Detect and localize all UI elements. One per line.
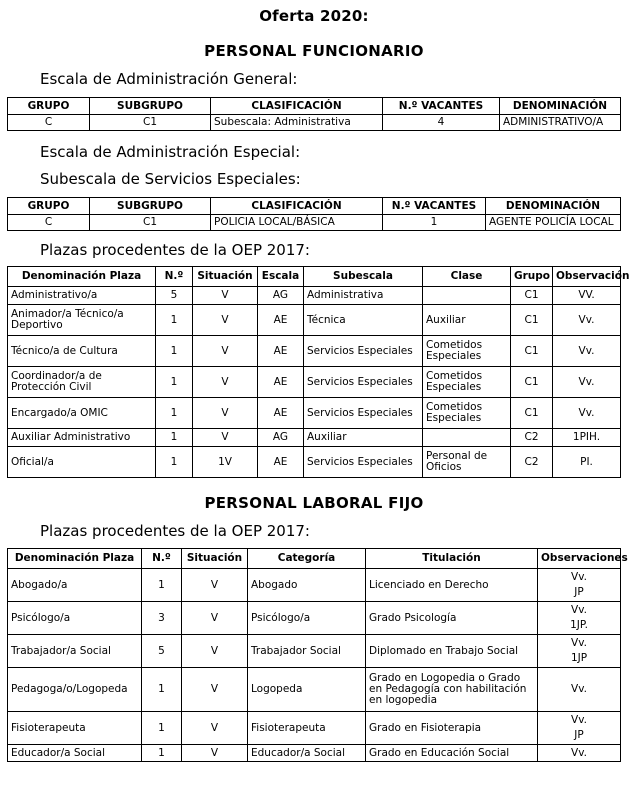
cell-observacion: Vv.: [553, 305, 621, 336]
cell-subescala: Técnica: [304, 305, 423, 336]
cell-titulacion: Licenciado en Derecho: [366, 569, 538, 602]
cell-categoria: Fisioterapeuta: [248, 712, 366, 745]
cell-grupo: C: [8, 215, 90, 231]
cell-denominacion-plaza: Técnico/a de Cultura: [8, 336, 156, 367]
table-row: [8, 367, 621, 398]
cell-categoria: Psicólogo/a: [248, 602, 366, 635]
cell-subescala: Servicios Especiales: [304, 336, 423, 367]
table-row: [8, 429, 621, 447]
cell-situacion: V: [193, 336, 258, 367]
cell-situacion: V: [182, 602, 248, 635]
cell-clase: Personal de Oficios: [423, 447, 511, 478]
cell-situacion: 1V: [193, 447, 258, 478]
col-header-grupo: Grupo: [511, 267, 553, 287]
cell-denominacion-plaza: Educador/a Social: [8, 745, 142, 762]
cell-grupo: C1: [511, 398, 553, 429]
table-row: [8, 398, 621, 429]
observacion-line: Vv.: [571, 604, 587, 616]
page-title: Oferta 2020:: [259, 7, 369, 25]
cell-subescala: Auxiliar: [304, 429, 423, 447]
table-row: [8, 602, 621, 635]
table-row: [8, 712, 621, 745]
cell-subgrupo: C1: [90, 215, 211, 231]
cell-numero: 5: [156, 287, 193, 305]
cell-denominacion: AGENTE POLICÍA LOCAL: [486, 215, 621, 231]
col-header-grupo: GRUPO: [8, 98, 90, 115]
cell-categoria: Logopeda: [248, 668, 366, 712]
col-header-situacion: Situación: [182, 549, 248, 569]
col-header-vacantes: N.º VACANTES: [383, 98, 500, 115]
cell-situacion: V: [193, 429, 258, 447]
col-header-denominacion: DENOMINACIÓN: [486, 198, 621, 215]
col-header-titulacion: Titulación: [366, 549, 538, 569]
cell-situacion: V: [193, 398, 258, 429]
cell-denominacion-plaza: Administrativo/a: [8, 287, 156, 305]
cell-grupo: C1: [511, 287, 553, 305]
table-oep-laboral: [7, 548, 628, 762]
cell-categoria: Abogado: [248, 569, 366, 602]
cell-escala: AG: [258, 429, 304, 447]
table-escala-general: [7, 97, 621, 131]
observacion-line: 1JP.: [570, 619, 588, 631]
col-header-observaciones: Observaciones: [538, 549, 621, 569]
cell-titulacion: Grado en Logopedia o Grado en Pedagogía con habilitación en logopedia: [366, 668, 538, 712]
cell-numero: 1: [142, 668, 182, 712]
cell-categoria: Trabajador Social: [248, 635, 366, 668]
cell-denominacion-plaza: Encargado/a OMIC: [8, 398, 156, 429]
observacion-line: Vv.: [571, 714, 587, 726]
cell-numero: 1: [156, 367, 193, 398]
cell-grupo: C1: [511, 305, 553, 336]
table-row: [8, 336, 621, 367]
cell-observacion: Vv.: [553, 398, 621, 429]
cell-numero: 1: [156, 336, 193, 367]
cell-denominacion: ADMINISTRATIVO/A: [500, 115, 621, 131]
cell-escala: AE: [258, 305, 304, 336]
table-escala-especial: [7, 197, 621, 231]
cell-denominacion-plaza: Auxiliar Administrativo: [8, 429, 156, 447]
cell-observaciones: [538, 602, 621, 635]
col-header-categoria: Categoría: [248, 549, 366, 569]
table-row: [8, 635, 621, 668]
subescala-heading: Subescala de Servicios Especiales:: [40, 170, 301, 188]
cell-situacion: V: [182, 569, 248, 602]
table-row: [8, 745, 621, 762]
observacion-line: JP: [574, 586, 584, 598]
cell-numero: 1: [142, 569, 182, 602]
col-header-situacion: Situación: [193, 267, 258, 287]
table-row: [8, 668, 621, 712]
cell-titulacion: Grado en Fisioterapia: [366, 712, 538, 745]
table-row: [8, 569, 621, 602]
observacion-line: 1JP: [570, 652, 588, 664]
cell-observacion: VV.: [553, 287, 621, 305]
cell-numero: 1: [142, 712, 182, 745]
table-row: [8, 115, 621, 131]
cell-observaciones: [538, 712, 621, 745]
cell-numero: 1: [156, 429, 193, 447]
cell-subescala: Servicios Especiales: [304, 367, 423, 398]
cell-escala: AE: [258, 447, 304, 478]
cell-clasificacion: Subescala: Administrativa: [211, 115, 383, 131]
cell-observaciones: [538, 569, 621, 602]
cell-grupo: C1: [511, 336, 553, 367]
cell-denominacion-plaza: Fisioterapeuta: [8, 712, 142, 745]
col-header-subgrupo: SUBGRUPO: [90, 98, 211, 115]
section-heading-funcionario: PERSONAL FUNCIONARIO: [204, 42, 424, 60]
cell-numero: 3: [142, 602, 182, 635]
col-header-clasificacion: CLASIFICACIÓN: [211, 198, 383, 215]
cell-denominacion-plaza: Pedagoga/o/Logopeda: [8, 668, 142, 712]
col-header-observacion: Observación: [553, 267, 621, 287]
cell-observaciones: [538, 745, 621, 762]
cell-escala: AE: [258, 336, 304, 367]
oep-heading-funcionario: Plazas procedentes de la OEP 2017:: [40, 241, 310, 259]
cell-escala: AE: [258, 367, 304, 398]
cell-categoria: Educador/a Social: [248, 745, 366, 762]
observacion-line: Vv.: [571, 571, 587, 583]
cell-situacion: V: [193, 305, 258, 336]
col-header-numero: N.º: [142, 549, 182, 569]
oep-heading-laboral: Plazas procedentes de la OEP 2017:: [40, 522, 310, 540]
col-header-denominacion: DENOMINACIÓN: [500, 98, 621, 115]
cell-grupo: C1: [511, 367, 553, 398]
cell-observacion: PI.: [553, 447, 621, 478]
cell-situacion: V: [182, 745, 248, 762]
cell-escala: AE: [258, 398, 304, 429]
cell-subescala: Servicios Especiales: [304, 447, 423, 478]
escala-general-heading: Escala de Administración General:: [40, 70, 298, 88]
table-oep-funcionario: [7, 266, 630, 478]
col-header-denominacion-plaza: Denominación Plaza: [8, 549, 142, 569]
cell-numero: 1: [156, 447, 193, 478]
cell-grupo: C: [8, 115, 90, 131]
cell-titulacion: Grado en Educación Social: [366, 745, 538, 762]
cell-situacion: V: [182, 712, 248, 745]
cell-grupo: C2: [511, 447, 553, 478]
cell-numero: 1: [156, 305, 193, 336]
cell-clase: Cometidos Especiales: [423, 398, 511, 429]
observacion-line: JP: [574, 729, 584, 741]
observacion-line: Vv.: [571, 683, 587, 695]
col-header-escala: Escala: [258, 267, 304, 287]
cell-clase: [423, 287, 511, 305]
table-row: [8, 447, 621, 478]
cell-numero: 5: [142, 635, 182, 668]
cell-titulacion: Grado Psicología: [366, 602, 538, 635]
col-header-grupo: GRUPO: [8, 198, 90, 215]
cell-observaciones: [538, 635, 621, 668]
table-row: [8, 287, 621, 305]
observacion-line: Vv.: [571, 746, 587, 759]
cell-denominacion-plaza: Oficial/a: [8, 447, 156, 478]
observacion-line: Vv.: [571, 637, 587, 649]
cell-denominacion-plaza: Animador/a Técnico/a Deportivo: [8, 305, 156, 336]
cell-observaciones: [538, 668, 621, 712]
escala-especial-heading: Escala de Administración Especial:: [40, 143, 301, 161]
cell-denominacion-plaza: Psicólogo/a: [8, 602, 142, 635]
cell-numero: 1: [142, 745, 182, 762]
cell-numero: 1: [156, 398, 193, 429]
cell-escala: AG: [258, 287, 304, 305]
cell-grupo: C2: [511, 429, 553, 447]
col-header-clasificacion: CLASIFICACIÓN: [211, 98, 383, 115]
cell-observacion: Vv.: [553, 367, 621, 398]
col-header-vacantes: N.º VACANTES: [383, 198, 486, 215]
cell-clasificacion: POLICIA LOCAL/BÁSICA: [211, 215, 383, 231]
cell-subgrupo: C1: [90, 115, 211, 131]
cell-vacantes: 1: [383, 215, 486, 231]
cell-observacion: 1PIH.: [553, 429, 621, 447]
cell-situacion: V: [193, 287, 258, 305]
section-heading-laboral: PERSONAL LABORAL FIJO: [204, 494, 424, 512]
cell-titulacion: Diplomado en Trabajo Social: [366, 635, 538, 668]
col-header-numero: N.º: [156, 267, 193, 287]
cell-situacion: V: [193, 367, 258, 398]
cell-clase: [423, 429, 511, 447]
cell-vacantes: 4: [383, 115, 500, 131]
cell-denominacion-plaza: Coordinador/a de Protección Civil: [8, 367, 156, 398]
col-header-denominacion-plaza: Denominación Plaza: [8, 267, 156, 287]
cell-clase: Cometidos Especiales: [423, 367, 511, 398]
cell-subescala: Administrativa: [304, 287, 423, 305]
table-row: [8, 305, 621, 336]
table-row: [8, 215, 621, 231]
cell-observacion: Vv.: [553, 336, 621, 367]
col-header-clase: Clase: [423, 267, 511, 287]
cell-clase: Auxiliar: [423, 305, 511, 336]
cell-subescala: Servicios Especiales: [304, 398, 423, 429]
col-header-subgrupo: SUBGRUPO: [90, 198, 211, 215]
cell-clase: Cometidos Especiales: [423, 336, 511, 367]
cell-situacion: V: [182, 635, 248, 668]
cell-denominacion-plaza: Abogado/a: [8, 569, 142, 602]
cell-situacion: V: [182, 668, 248, 712]
col-header-subescala: Subescala: [304, 267, 423, 287]
cell-denominacion-plaza: Trabajador/a Social: [8, 635, 142, 668]
